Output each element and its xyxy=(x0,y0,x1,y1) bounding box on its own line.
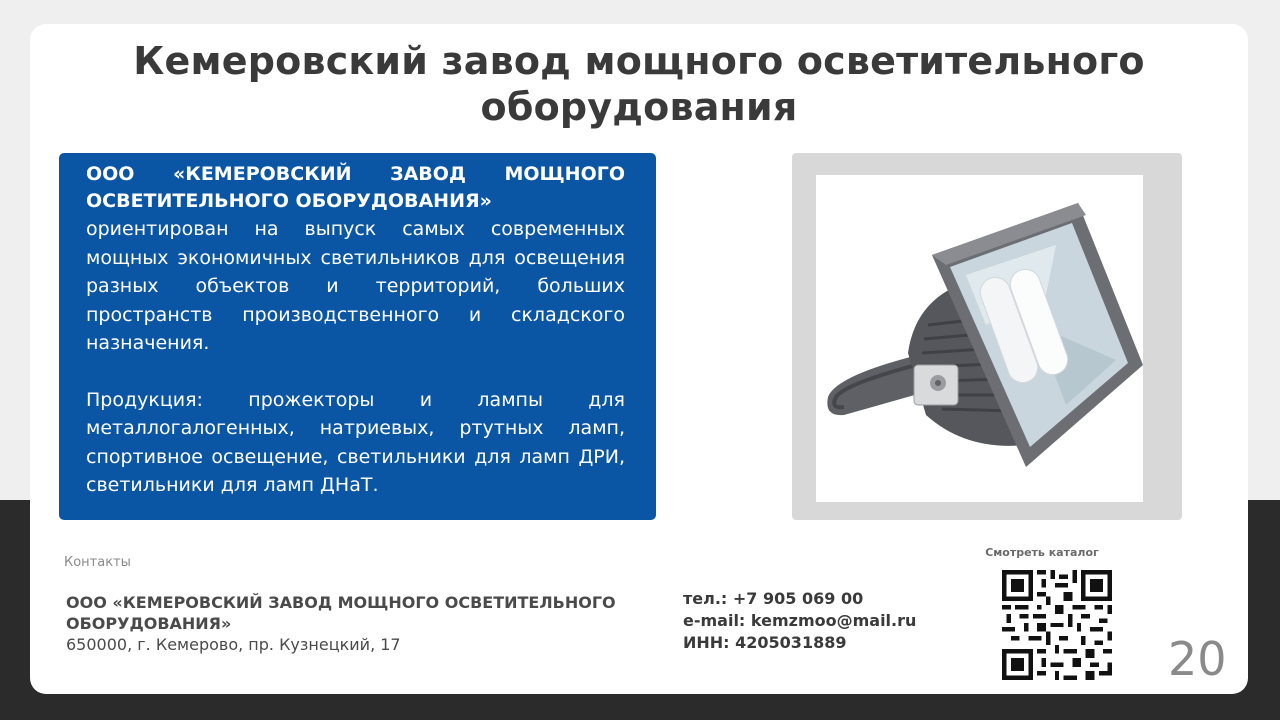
org-address: 650000, г. Кемерово, пр. Кузнецкий, 17 xyxy=(66,635,401,654)
page-title: Кемеровский завод мощного осветительного оборудования xyxy=(133,39,1145,129)
about-products: Продукция: прожекторы и лампы для металлогалогенных, натриевых, ртутных ламп, спортивное освещение, светильники для ламп ДРИ, светильники для ламп ДНаТ. xyxy=(86,388,625,496)
floodlight-photo xyxy=(816,175,1143,502)
about-company-name: ООО «КЕМЕРОВСКИЙ ЗАВОД МОЩНОГО ОСВЕТИТЕЛЬНОГО ОБОРУДОВАНИЯ» xyxy=(86,163,625,212)
org-name: ООО «КЕМЕРОВСКИЙ ЗАВОД МОЩНОГО ОСВЕТИТЕЛЬНОГО ОБОРУДОВАНИЯ» xyxy=(66,593,616,633)
email-address[interactable]: e-mail: kemzmoo@mail.ru xyxy=(683,611,917,630)
qr-code-icon[interactable] xyxy=(1002,570,1112,680)
org-contact-block xyxy=(66,592,666,655)
catalog-label: Смотреть каталог xyxy=(985,546,1099,559)
contacts-label: Контакты xyxy=(64,555,131,570)
inn-number: ИНН: 4205031889 xyxy=(683,633,847,652)
product-image-frame xyxy=(792,153,1182,520)
phone-email-block xyxy=(683,588,916,654)
page-number: 20 xyxy=(1168,632,1227,686)
floodlight-icon xyxy=(816,175,1143,502)
about-description: ориентирован на выпуск самых современных мощных экономичных светильников для освещения разных объектов и территорий, больших пространств производственного и складского назначения. xyxy=(86,218,625,354)
phone-number[interactable]: тел.: +7 905 069 00 xyxy=(683,589,864,608)
slide-card xyxy=(30,24,1248,694)
about-panel xyxy=(59,153,656,520)
